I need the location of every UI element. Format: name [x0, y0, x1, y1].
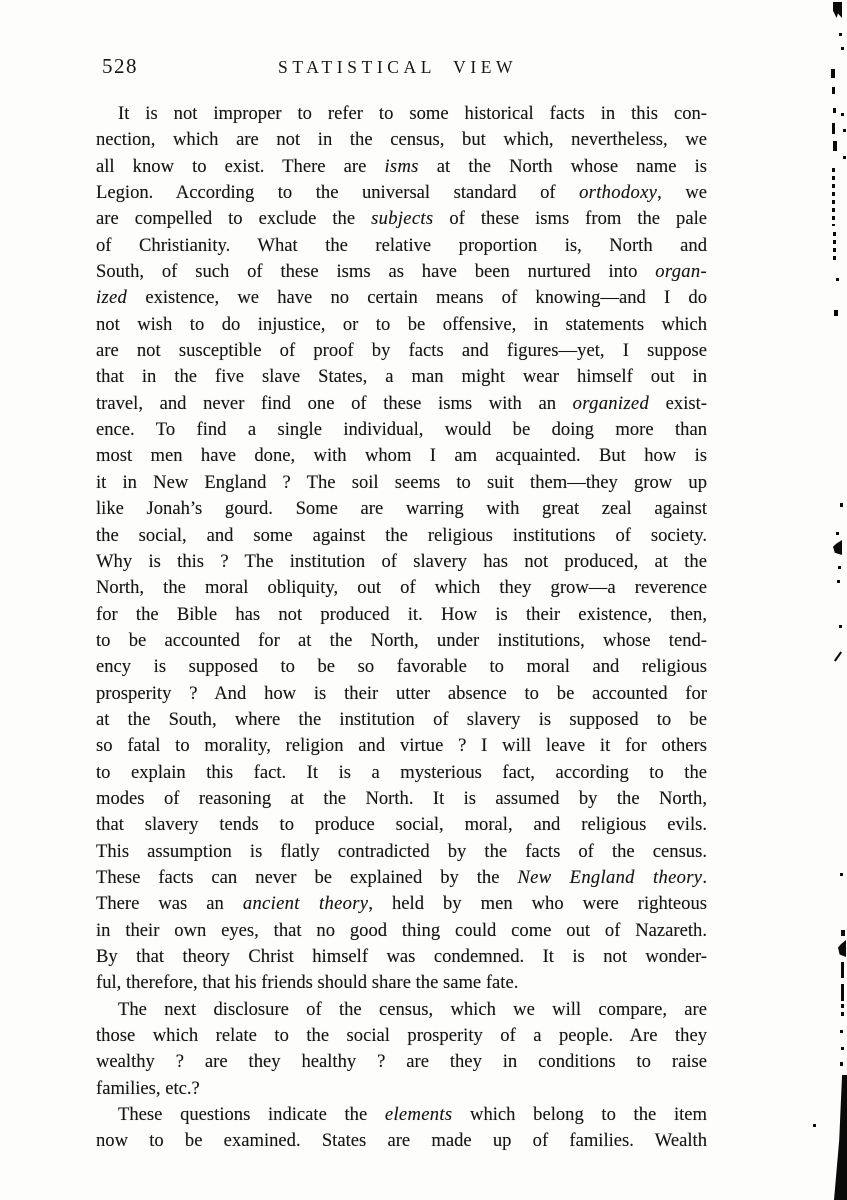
scan-artifact	[834, 1075, 847, 1200]
text-line: for the Bible has not produced it. How is their existence, then,	[96, 603, 707, 625]
text-line: to explain this fact. It is a mysterious fact, according to the	[96, 761, 707, 783]
text-line: at the South, where the institution of slavery is supposed to be	[96, 708, 707, 730]
text-line: that slavery tends to produce social, moral, and religious evils.	[96, 814, 707, 836]
text-line: to be accounted for at the North, under institutions, whose tend-	[96, 629, 707, 651]
scan-artifact	[840, 1062, 843, 1066]
text-line: are compelled to exclude the subjects of these isms from the pale	[96, 208, 707, 230]
scan-artifact	[832, 123, 835, 134]
text-line: ency is supposed to be so favorable to moral and religious	[96, 656, 707, 678]
scan-artifact	[841, 962, 844, 978]
text-line: all know to exist. There are isms at the North whose name is	[96, 155, 707, 177]
text-line: so fatal to morality, religion and virtue ? I will leave it for others	[96, 735, 707, 757]
scan-artifact	[834, 310, 838, 316]
scan-artifact	[841, 113, 844, 116]
text-line: now to be examined. States are made up of families. Wealth	[96, 1130, 707, 1152]
scan-artifact	[833, 2, 842, 18]
scan-artifact	[840, 503, 843, 507]
text-line: families, etc.?	[96, 1077, 200, 1099]
scan-artifact	[838, 940, 846, 957]
page-number: 528	[102, 54, 138, 78]
text-line: There was an ancient theory, held by men who were righteous	[96, 893, 708, 915]
text-line: nection, which are not in the census, but which, nevertheless, we	[96, 129, 707, 151]
ink-speck	[813, 1124, 816, 1127]
scan-artifact	[843, 156, 846, 159]
text-line: like Jonah’s gourd. Some are warring with great zeal against	[96, 498, 707, 520]
scan-artifact	[833, 232, 836, 264]
paragraph	[96, 101, 707, 997]
text-line: It is not improper to refer to some historical facts in this con-	[118, 103, 707, 124]
scan-artifact	[843, 129, 846, 132]
text-line: modes of reasoning at the North. It is assumed by the North,	[96, 787, 707, 809]
scan-artifact	[833, 540, 842, 555]
scan-artifact	[834, 651, 842, 661]
text-line: it in New England ? The soil seems to suit them—they grow up	[96, 471, 707, 493]
text-line: These facts can never be explained by the New England theory.	[96, 866, 708, 888]
paragraph	[96, 997, 707, 1102]
scan-artifact	[839, 33, 842, 36]
text-line: most men have done, with whom I am acquainted. But how is	[96, 445, 707, 467]
text-line: in their own eyes, that no good thing could come out of Nazareth.	[96, 919, 707, 941]
scan-artifact	[836, 278, 839, 281]
text-line: ence. To find a single individual, would be doing more than	[96, 419, 707, 441]
scan-artifact	[837, 580, 840, 583]
text-line: ized existence, we have no certain means of knowing—and I do	[96, 287, 707, 309]
running-head: STATISTICAL VIEW	[278, 57, 518, 77]
scan-artifact	[836, 532, 839, 535]
text-line: By that theory Christ himself was condemned. It is not wonder-	[96, 946, 707, 967]
scan-artifact	[839, 625, 842, 628]
text-line: that in the five slave States, a man might wear himself out in	[96, 366, 707, 388]
scan-artifact	[841, 1004, 844, 1016]
scan-artifact	[831, 69, 835, 78]
scan-artifact	[832, 87, 835, 94]
scan-artifact	[833, 141, 837, 151]
text-line: Legion. According to the universal standard of orthodoxy, we	[96, 182, 707, 204]
text-line: ful, therefore, that his friends should share the same fate.	[96, 972, 519, 994]
text-line: The next disclosure of the census, which we will compare, are	[118, 998, 707, 1020]
text-line: This assumption is flatly contradicted by the facts of the census.	[96, 840, 707, 862]
text-line: not wish to do injustice, or to be offensive, in statements which	[96, 313, 707, 335]
scan-artifact	[838, 566, 841, 569]
scan-artifact	[833, 108, 836, 113]
text-line: South, of such of these isms as have been nurtured into organ-	[96, 261, 707, 283]
scan-artifact	[841, 1047, 844, 1050]
text-line: of Christianity. What the relative proportion is, North and	[96, 234, 707, 256]
text-line: the social, and some against the religious institutions of society.	[96, 524, 707, 546]
text-block	[96, 101, 707, 1155]
paragraph	[96, 1102, 707, 1155]
text-line: wealthy ? are they healthy ? are they in conditions to raise	[96, 1051, 707, 1073]
text-line: are not susceptible of proof by facts and figures—yet, I suppose	[96, 340, 707, 362]
scan-artifact	[840, 1030, 843, 1033]
text-line: These questions indicate the elements which belong to the item	[118, 1104, 707, 1126]
text-line: Why is this ? The institution of slavery has not produced, at the	[96, 550, 707, 572]
scan-artifact	[841, 930, 845, 936]
scan-artifact	[832, 168, 835, 226]
text-line: North, the moral obliquity, out of which they grow—a reverence	[96, 577, 707, 599]
text-line: those which relate to the social prosperity of a people. Are they	[96, 1025, 707, 1047]
text-line: travel, and never find one of these isms with an organized exist-	[96, 392, 707, 414]
scan-artifact	[841, 47, 844, 50]
scan-artifact	[841, 984, 844, 1001]
text-line: prosperity ? And how is their utter absence to be accounted for	[96, 682, 707, 704]
scan-artifact	[840, 873, 843, 876]
